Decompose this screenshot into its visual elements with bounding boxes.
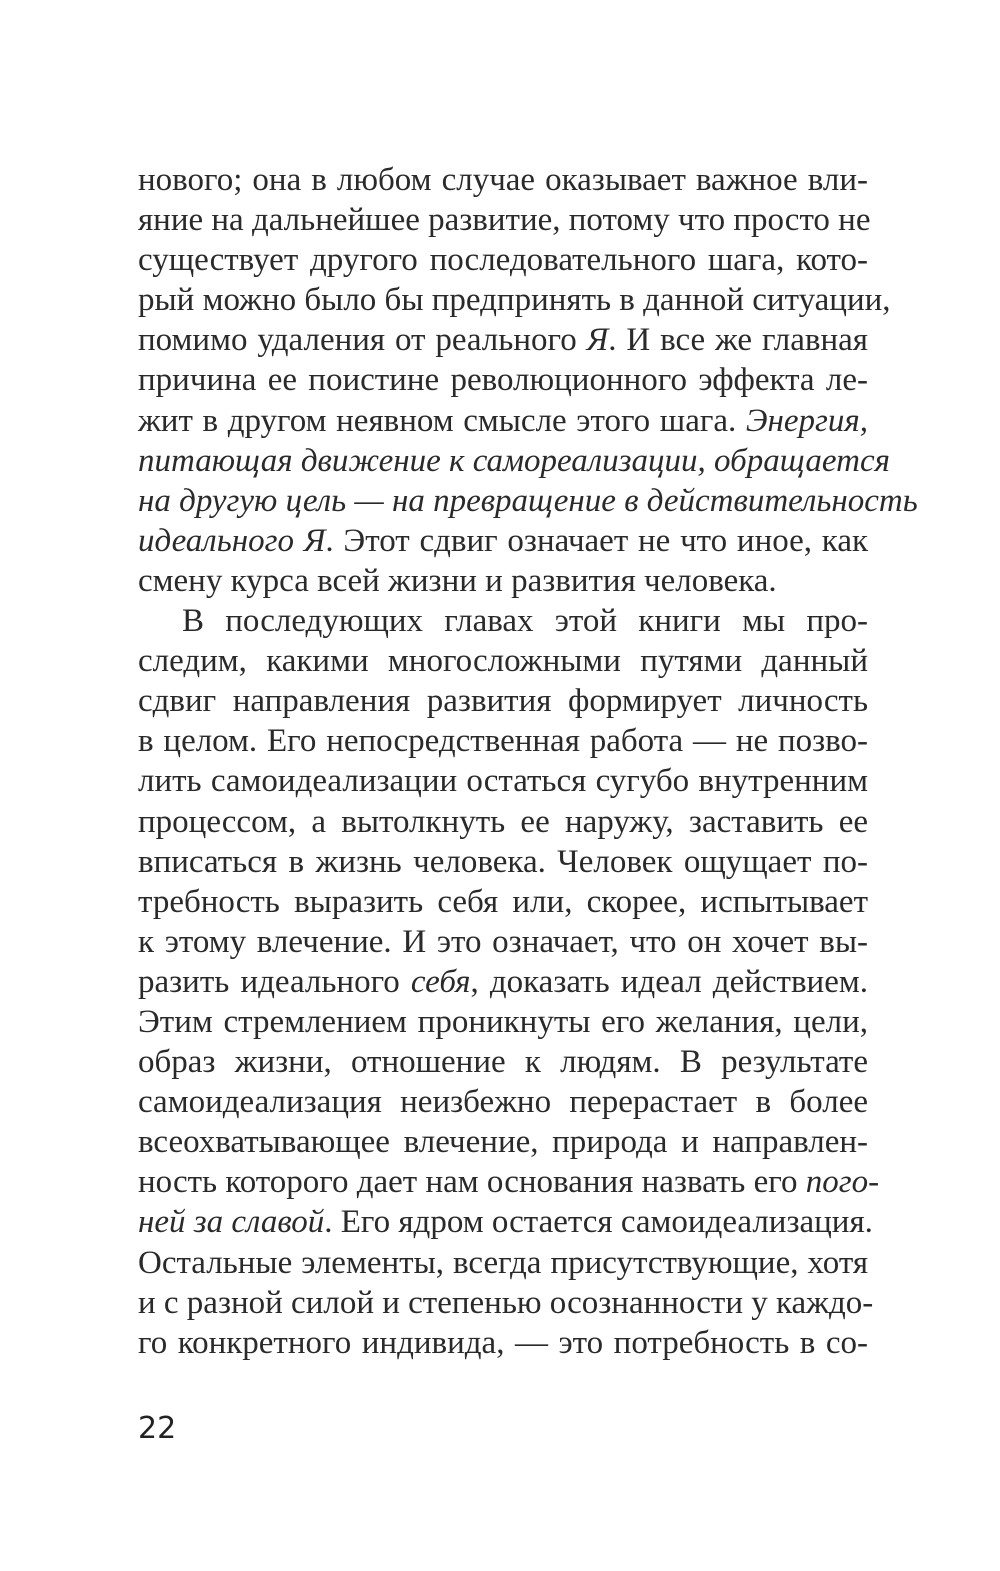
text-run: причина ее поистине революционного эффекта ле- [138,362,868,399]
italic-text: себя [410,963,471,1000]
text-run: го конкретного индивида, — это потребность в со- [138,1324,868,1361]
body-text [138,160,918,1363]
italic-text: на другую цель — на превращение в действительность [138,482,918,519]
italic-text: пого- [805,1164,880,1201]
text-line [138,441,890,481]
italic-text: идеального Я [138,522,326,559]
text-run: к этому влечение. И это означает, что он хочет вы- [138,923,868,960]
text-line [138,761,868,801]
text-run: . Этот сдвиг означает не что иное, как [325,522,869,559]
text-line [138,1122,868,1162]
text-line [138,561,868,601]
text-run: жит в другом неявном смысле этого шага. [138,402,746,439]
text-line [138,882,868,922]
text-line [138,521,868,561]
text-line [138,1162,880,1202]
text-line [138,721,868,761]
text-line [138,641,868,681]
text-run: нового; она в любом случае оказывает важное вли- [138,162,868,198]
text-run: самоидеализация неизбежно перерастает в более [138,1084,868,1121]
text-line [138,962,868,1002]
italic-text: ней за славой [138,1204,325,1241]
text-run: существует другого последовательного шага, кото- [138,242,868,279]
text-run: в целом. Его непосредственная работа — не позво- [138,723,868,760]
text-run: рый можно было бы предпринять в данной ситуации, [138,282,891,319]
text-line [138,1243,868,1283]
text-run: . И все же главная [608,322,868,359]
text-run: В последующих главах этой книги мы про- [182,603,868,640]
text-line [138,240,868,280]
text-run: всеохватывающее влечение, природа и направлен- [138,1124,868,1161]
text-run: требность выразить себя или, скорее, испытывает [138,883,868,920]
text-line [138,1202,873,1242]
text-run: следим, какими многосложными путями данный [138,643,868,680]
text-run: лить самоидеализации остаться сугубо внутренним [138,763,868,800]
text-line [138,1323,868,1363]
text-line [138,1283,874,1323]
italic-text: Энергия, [745,402,868,439]
text-line [138,320,868,360]
text-line [138,1042,868,1082]
text-run: Этим стремлением проникнуты его желания, цели, [138,1003,868,1040]
text-line [138,681,868,721]
text-run: ность которого дает нам основания назвать его [138,1164,806,1201]
text-run: смену курса всей жизни и развития человека. [138,562,777,599]
text-run: помимо удаления от реального [138,322,587,359]
text-line [138,601,868,641]
text-line [138,1082,868,1122]
text-line [138,922,868,962]
text-line [138,842,868,882]
text-line [138,360,868,400]
italic-text: Я [586,322,609,359]
text-run: образ жизни, отношение к людям. В результате [138,1044,868,1081]
text-run: . Его ядром остается самоидеализация. [324,1204,873,1241]
text-run: процессом, а вытолкнуть ее наружу, заставить ее [138,803,868,840]
text-run: и с разной силой и степенью осознанности у каждо- [138,1284,874,1321]
italic-text: питающая движение к самореализации, обращается [138,442,890,479]
text-run: сдвиг направления развития формирует личность [138,683,868,720]
page-number: 22 [138,1411,177,1446]
text-run: яние на дальнейшее развитие, потому что просто не [138,202,871,239]
text-run: вписаться в жизнь человека. Человек ощущает по- [138,843,868,880]
text-line [138,802,868,842]
text-line [138,160,868,200]
text-run: , доказать идеал действием. [470,963,868,1000]
text-run: Остальные элементы, всегда присутствующие, хотя [138,1244,868,1281]
text-line [138,1002,868,1042]
text-run: разить идеального [138,963,411,1000]
text-line [138,280,891,320]
text-line [138,401,868,441]
text-line [138,200,871,240]
text-line [138,481,918,521]
